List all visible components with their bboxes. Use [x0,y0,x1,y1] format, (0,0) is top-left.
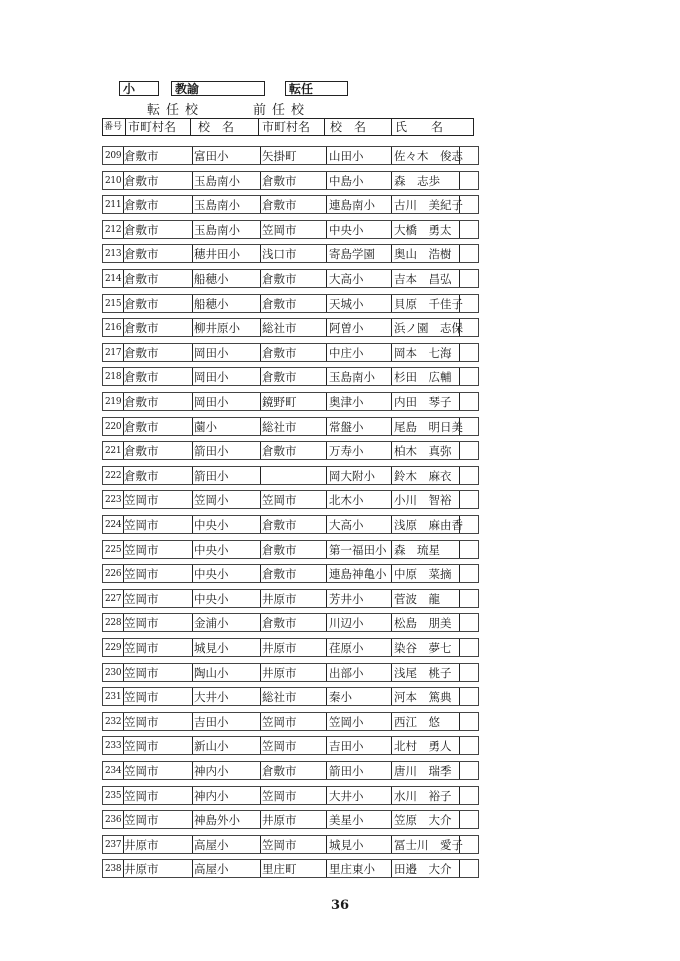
row-number: 219 [105,397,122,407]
new-school-cell: 金浦小 [194,616,229,630]
new-school-cell: 神島外小 [194,813,240,827]
new-school-cell: 玉島南小 [194,198,240,212]
new-school-cell: 箭田小 [194,444,229,458]
table-header [102,118,474,136]
previous-school-cell: 大井小 [329,789,364,803]
teacher-name-cell: 尾島 明日美 [394,420,463,434]
teacher-name-cell: 河本 篤典 [394,690,452,704]
table-row [102,613,479,632]
previous-city-cell: 里庄町 [262,862,297,876]
table-row [102,859,479,878]
previous-city-cell: 倉敷市 [262,272,297,286]
teacher-name-cell: 笠原 大介 [394,813,452,827]
previous-city-cell: 倉敷市 [262,567,297,581]
new-city-cell: 笠岡市 [124,641,159,655]
table-row [102,343,479,362]
position-label: 教諭 [171,81,265,96]
new-school-cell: 中央小 [194,518,229,532]
table-row [102,269,479,288]
row-number: 215 [105,299,122,309]
teacher-name-cell: 冨士川 愛子 [394,838,463,852]
new-city-cell: 笠岡市 [124,666,159,680]
teacher-name-cell: 北村 勇人 [394,739,452,753]
teacher-name-cell: 松島 朋美 [394,616,452,630]
teacher-name-cell: 西江 悠 [394,715,440,729]
table-row [102,663,479,682]
table-row [102,244,479,263]
row-number: 213 [105,249,122,259]
previous-school-cell: 連島神亀小 [329,567,387,581]
previous-school-cell: 荏原小 [329,641,364,655]
teacher-name-cell: 唐川 瑞季 [394,764,452,778]
new-city-cell: 倉敷市 [124,395,159,409]
previous-city-cell: 笠岡市 [262,838,297,852]
previous-school-cell: 寄島学園 [329,247,375,261]
previous-school-cell: 阿曽小 [329,321,364,335]
new-city-cell: 笠岡市 [124,616,159,630]
new-city-cell: 倉敷市 [124,247,159,261]
new-school-cell: 岡田小 [194,395,229,409]
previous-city-cell: 笠岡市 [262,493,297,507]
column-header-prev-city: 市町村名 [262,120,311,134]
teacher-name-cell: 森 志歩 [394,174,440,188]
new-school-cell: 新山小 [194,739,229,753]
new-school-cell: 箭田小 [194,469,229,483]
new-city-cell: 井原市 [124,838,159,852]
new-school-cell: 富田小 [194,149,229,163]
new-city-cell: 倉敷市 [124,174,159,188]
table-row [102,712,479,731]
new-city-cell: 倉敷市 [124,420,159,434]
teacher-name-cell: 鈴木 麻衣 [394,469,452,483]
table-row [102,392,479,411]
column-header-new-city: 市町村名 [128,120,177,134]
new-school-cell: 大井小 [194,690,229,704]
new-school-cell: 岡田小 [194,370,229,384]
new-school-cell: 中央小 [194,592,229,606]
previous-school-cell: 連島南小 [329,198,375,212]
new-city-cell: 倉敷市 [124,321,159,335]
new-city-cell: 笠岡市 [124,813,159,827]
row-number: 223 [105,495,122,505]
new-school-cell: 玉島南小 [194,223,240,237]
new-city-cell: 笠岡市 [124,493,159,507]
previous-school-cell: 秦小 [329,690,352,704]
previous-city-cell: 倉敷市 [262,370,297,384]
row-number: 224 [105,520,122,530]
previous-school-cell: 美星小 [329,813,364,827]
row-number: 212 [105,225,122,235]
previous-school-cell: 山田小 [329,149,364,163]
new-school-cell: 神内小 [194,789,229,803]
previous-city-cell: 倉敷市 [262,543,297,557]
new-school-cell: 船穂小 [194,272,229,286]
teacher-name-cell: 佐々木 俊志 [394,149,463,163]
previous-city-cell: 井原市 [262,666,297,680]
previous-city-cell: 倉敷市 [262,764,297,778]
new-school-cell: 岡田小 [194,346,229,360]
table-row [102,810,479,829]
table-row [102,171,479,190]
table-row [102,146,479,165]
row-number: 211 [105,200,122,210]
previous-school-cell: 大高小 [329,518,364,532]
page-number: 36 [330,898,350,913]
previous-school-cell: 中島小 [329,174,364,188]
row-number: 216 [105,323,122,333]
new-city-cell: 笠岡市 [124,543,159,557]
previous-city-cell: 総社市 [262,420,297,434]
table-row [102,687,479,706]
table-row [102,294,479,313]
table-row [102,638,479,657]
new-school-cell: 陶山小 [194,666,229,680]
previous-school-cell: 北木小 [329,493,364,507]
previous-school-cell: 奥津小 [329,395,364,409]
table-row [102,220,479,239]
table-row [102,589,479,608]
school-type-label: 小 [119,81,159,96]
column-header-new-school: 校 名 [198,120,235,134]
teacher-name-cell: 浅原 麻由香 [394,518,463,532]
previous-city-cell: 倉敷市 [262,616,297,630]
teacher-name-cell: 大橋 勇太 [394,223,452,237]
new-city-cell: 倉敷市 [124,272,159,286]
new-city-cell: 倉敷市 [124,149,159,163]
previous-school-cell: 箭田小 [329,764,364,778]
teacher-name-cell: 森 琉星 [394,543,440,557]
row-number: 233 [105,741,122,751]
previous-city-cell: 笠岡市 [262,715,297,729]
previous-city-cell: 井原市 [262,641,297,655]
previous-school-cell: 吉田小 [329,739,364,753]
table-row [102,515,479,534]
previous-school-cell: 笠岡小 [329,715,364,729]
row-number: 209 [105,151,122,161]
new-school-cell: 中央小 [194,543,229,557]
previous-city-cell: 倉敷市 [262,174,297,188]
row-number: 232 [105,717,122,727]
row-number: 217 [105,348,122,358]
column-header-name: 氏 名 [395,120,444,134]
row-number: 221 [105,446,122,456]
previous-school-cell: 川辺小 [329,616,364,630]
new-school-cell: 柳井原小 [194,321,240,335]
new-city-cell: 倉敷市 [124,297,159,311]
row-number: 228 [105,618,122,628]
teacher-name-cell: 田邉 大介 [394,862,452,876]
row-number: 218 [105,372,122,382]
previous-school-cell: 里庄東小 [329,862,375,876]
new-city-cell: 井原市 [124,862,159,876]
column-header-number: 番号 [104,122,123,132]
new-school-cell: 城見小 [194,641,229,655]
previous-city-cell: 倉敷市 [262,297,297,311]
category-label: 転任 [285,81,348,96]
teacher-name-cell: 水川 裕子 [394,789,452,803]
teacher-name-cell: 小川 智裕 [394,493,452,507]
row-number: 230 [105,668,122,678]
table-row [102,466,479,485]
new-school-cell: 高屋小 [194,838,229,852]
previous-school-cell: 天城小 [329,297,364,311]
row-number: 235 [105,791,122,801]
table-row [102,367,479,386]
new-school-cell: 神内小 [194,764,229,778]
new-city-cell: 笠岡市 [124,567,159,581]
row-number: 231 [105,692,122,702]
column-header-prev-school: 校 名 [330,120,367,134]
row-number: 214 [105,274,122,284]
new-school-cell: 笠岡小 [194,493,229,507]
previous-city-cell: 笠岡市 [262,223,297,237]
teacher-name-cell: 浅尾 桃子 [394,666,452,680]
row-number: 227 [105,594,122,604]
previous-school-cell: 第一福田小 [329,543,387,557]
section-previous-school: 前任校 [253,103,311,118]
previous-school-cell: 芳井小 [329,592,364,606]
previous-school-cell: 中庄小 [329,346,364,360]
previous-city-cell: 倉敷市 [262,346,297,360]
previous-city-cell: 笠岡市 [262,789,297,803]
row-number: 234 [105,766,122,776]
new-school-cell: 薗小 [194,420,217,434]
previous-school-cell: 中央小 [329,223,364,237]
previous-school-cell: 大高小 [329,272,364,286]
row-number: 220 [105,422,122,432]
table-row [102,540,479,559]
teacher-name-cell: 古川 美紀子 [394,198,463,212]
teacher-name-cell: 染谷 夢七 [394,641,452,655]
new-city-cell: 笠岡市 [124,690,159,704]
table-row [102,835,479,854]
row-number: 226 [105,569,122,579]
teacher-name-cell: 貝原 千佳子 [394,297,463,311]
teacher-name-cell: 菅波 龍 [394,592,440,606]
previous-city-cell: 倉敷市 [262,198,297,212]
teacher-name-cell: 中原 菜摘 [394,567,452,581]
teacher-name-cell: 浜ノ園 志保 [394,321,463,335]
table-row [102,564,479,583]
previous-city-cell: 総社市 [262,321,297,335]
new-city-cell: 笠岡市 [124,592,159,606]
table-row [102,736,479,755]
previous-school-cell: 出部小 [329,666,364,680]
row-number: 238 [105,864,122,874]
row-number: 222 [105,471,122,481]
new-city-cell: 笠岡市 [124,789,159,803]
new-city-cell: 倉敷市 [124,198,159,212]
new-city-cell: 笠岡市 [124,715,159,729]
previous-school-cell: 城見小 [329,838,364,852]
new-school-cell: 穂井田小 [194,247,240,261]
new-city-cell: 笠岡市 [124,764,159,778]
new-school-cell: 船穂小 [194,297,229,311]
previous-school-cell: 万寿小 [329,444,364,458]
previous-city-cell: 倉敷市 [262,444,297,458]
new-school-cell: 中央小 [194,567,229,581]
section-new-school: 転任校 [147,103,205,118]
previous-city-cell: 浅口市 [262,247,297,261]
table-row [102,786,479,805]
table-row [102,490,479,509]
previous-city-cell: 笠岡市 [262,739,297,753]
previous-city-cell: 倉敷市 [262,518,297,532]
row-number: 236 [105,815,122,825]
previous-school-cell: 岡大附小 [329,469,375,483]
new-city-cell: 倉敷市 [124,346,159,360]
previous-city-cell: 井原市 [262,592,297,606]
new-city-cell: 倉敷市 [124,370,159,384]
previous-city-cell: 総社市 [262,690,297,704]
row-number: 237 [105,840,122,850]
new-city-cell: 笠岡市 [124,518,159,532]
previous-school-cell: 玉島南小 [329,370,375,384]
row-number: 225 [105,545,122,555]
previous-city-cell: 井原市 [262,813,297,827]
teacher-name-cell: 奥山 浩樹 [394,247,452,261]
teacher-name-cell: 杉田 広輔 [394,370,452,384]
teacher-name-cell: 吉本 昌弘 [394,272,452,286]
table-row [102,318,479,337]
new-school-cell: 吉田小 [194,715,229,729]
row-number: 229 [105,643,122,653]
new-city-cell: 笠岡市 [124,739,159,753]
table-row [102,195,479,214]
previous-school-cell: 常盤小 [329,420,364,434]
row-number: 210 [105,176,122,186]
previous-city-cell: 鏡野町 [262,395,297,409]
table-row [102,441,479,460]
teacher-name-cell: 内田 琴子 [394,395,452,409]
previous-city-cell: 矢掛町 [262,149,297,163]
new-city-cell: 倉敷市 [124,223,159,237]
teacher-name-cell: 柏木 真弥 [394,444,452,458]
new-school-cell: 玉島南小 [194,174,240,188]
table-row [102,761,479,780]
new-city-cell: 倉敷市 [124,469,159,483]
new-school-cell: 高屋小 [194,862,229,876]
new-city-cell: 倉敷市 [124,444,159,458]
teacher-name-cell: 岡本 七海 [394,346,452,360]
table-row [102,417,479,436]
